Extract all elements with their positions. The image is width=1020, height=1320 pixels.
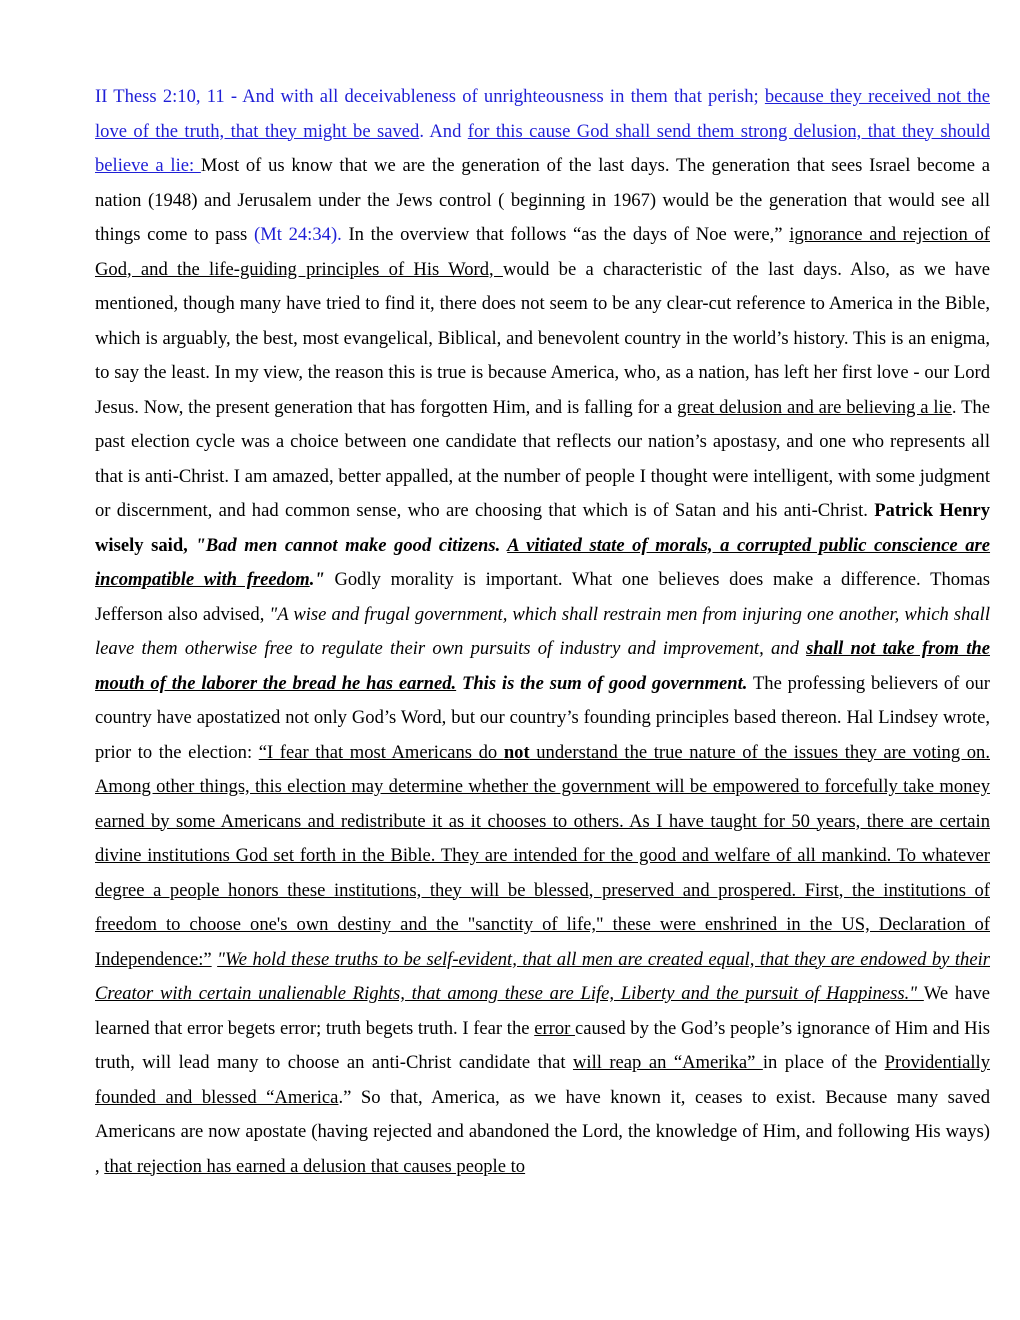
text-run: Patrick Henry wisely said, [95,500,990,556]
text-run: will reap an “Amerika” [572,1052,763,1073]
body-paragraph [95,80,990,1184]
text-run: caused by the God’s people’s ignorance of Him and His truth, will lead many to choose an anti-Christ candidate that [95,1017,990,1073]
text-run: Providentially founded and blessed “America [95,1052,991,1108]
text-run: . And [419,120,468,142]
text-run: error [534,1017,576,1039]
text-run: This is the sum of good government. [456,672,748,694]
text-run: ." [309,569,325,590]
text-run: for this cause God shall send them strong delusion, that they should believe a lie: [95,120,990,176]
text-run: II Thess 2:10, 11 - And with all deceivableness of unrighteousness in them that perish; [95,86,765,107]
text-run: A vitiated state of morals, a corrupted public conscience are incompatible with freedom [95,534,991,590]
text-run: “I fear that most Americans do [258,741,504,763]
text-run: not [503,741,530,763]
text-run: ignorance and rejection of God, and the life-guiding principles of His Word, [95,224,990,280]
text-run: great delusion and are believing a lie [677,396,952,418]
text-run: in place of the [762,1052,885,1073]
text-run: would be a characteristic of the last days. Also, as we have mentioned, though many have tried to find it, there does not seem to be any clear-cut reference to America in the Bible, which is arguably, the best, most evangelical, Biblical, and benevolent country in the world’s history. This is an enigma, to say the least. In my view, the reason this is true is because America, who, as a nation, has left her first love - our Lord Jesus. Now, the present generation that has forgotten Him, and is falling for a [95,258,990,418]
text-run: The professing believers of our country have apostatized not only God’s Word, but our country’s founding principles based thereon. Hal Lindsey wrote, prior to the election: [95,672,990,763]
text-run: because they received not the love of the truth, that they might be saved [95,86,990,142]
text-run: "We hold these truths to be self-evident, that all men are created equal, that they are endowed by their Creator with certain unalienable Rights, that among these are Life, Liberty and the pursuit of Happiness." [95,948,990,1004]
text-run: "A wise and frugal government, which shall restrain men from injuring one another, which shall leave them otherwise free to regulate their own pursuits of industry and improvement, and [95,603,990,659]
text-run: Godly morality is important. What one believes does make a difference. Thomas Jefferson also advised, [95,569,990,625]
text-run: We have learned that error begets error; truth begets truth. I fear the [95,983,990,1039]
text-run: shall not take from the mouth of the laborer the bread he has earned. [95,638,990,694]
text-run: understand the true nature of the issues they are voting on. Among other things, this election may determine whether the government will be empowered to forcefully take money earned by some Americans and redistribute it as it chooses to others. As I have taught for 50 years, there are certain divine institutions God set forth in the Bible. They are intended for the good and welfare of all mankind. To whatever degree a people honors these institutions, they will be blessed, preserved and prospered. First, the institutions of freedom to choose one's own destiny and the "sanctity of life," these were enshrined in the US, Declaration of Independence:” [95,741,990,970]
text-run: .” So that, America, as we have known it, ceases to exist. Because many saved Americans are now apostate (having rejected and abandoned the Lord, the knowledge of Him, and following His ways) , [95,1086,991,1177]
text-run: Most of us know that we are the generation of the last days. The generation that sees Israel become a nation (1948) and Jerusalem under the Jews control ( beginning in 1967) would be the generation that would see all things come to pass [95,155,990,245]
document-page [95,80,990,1184]
text-run: In the overview that follows “as the days of Noe were,” [341,224,790,245]
text-run: (Mt 24:34). [254,224,342,245]
text-run: "Bad men cannot make good citizens. [195,534,508,556]
text-run: . The past election cycle was a choice between one candidate that reflects our nation’s apostasy, and one who represents all that is anti-Christ. I am amazed, better appalled, at the number of people I thought were intelligent, with some judgment or discernment, and had common sense, who are choosing that which is of Satan and his anti-Christ. [95,396,990,521]
text-run: that rejection has earned a delusion that causes people to [104,1155,526,1177]
